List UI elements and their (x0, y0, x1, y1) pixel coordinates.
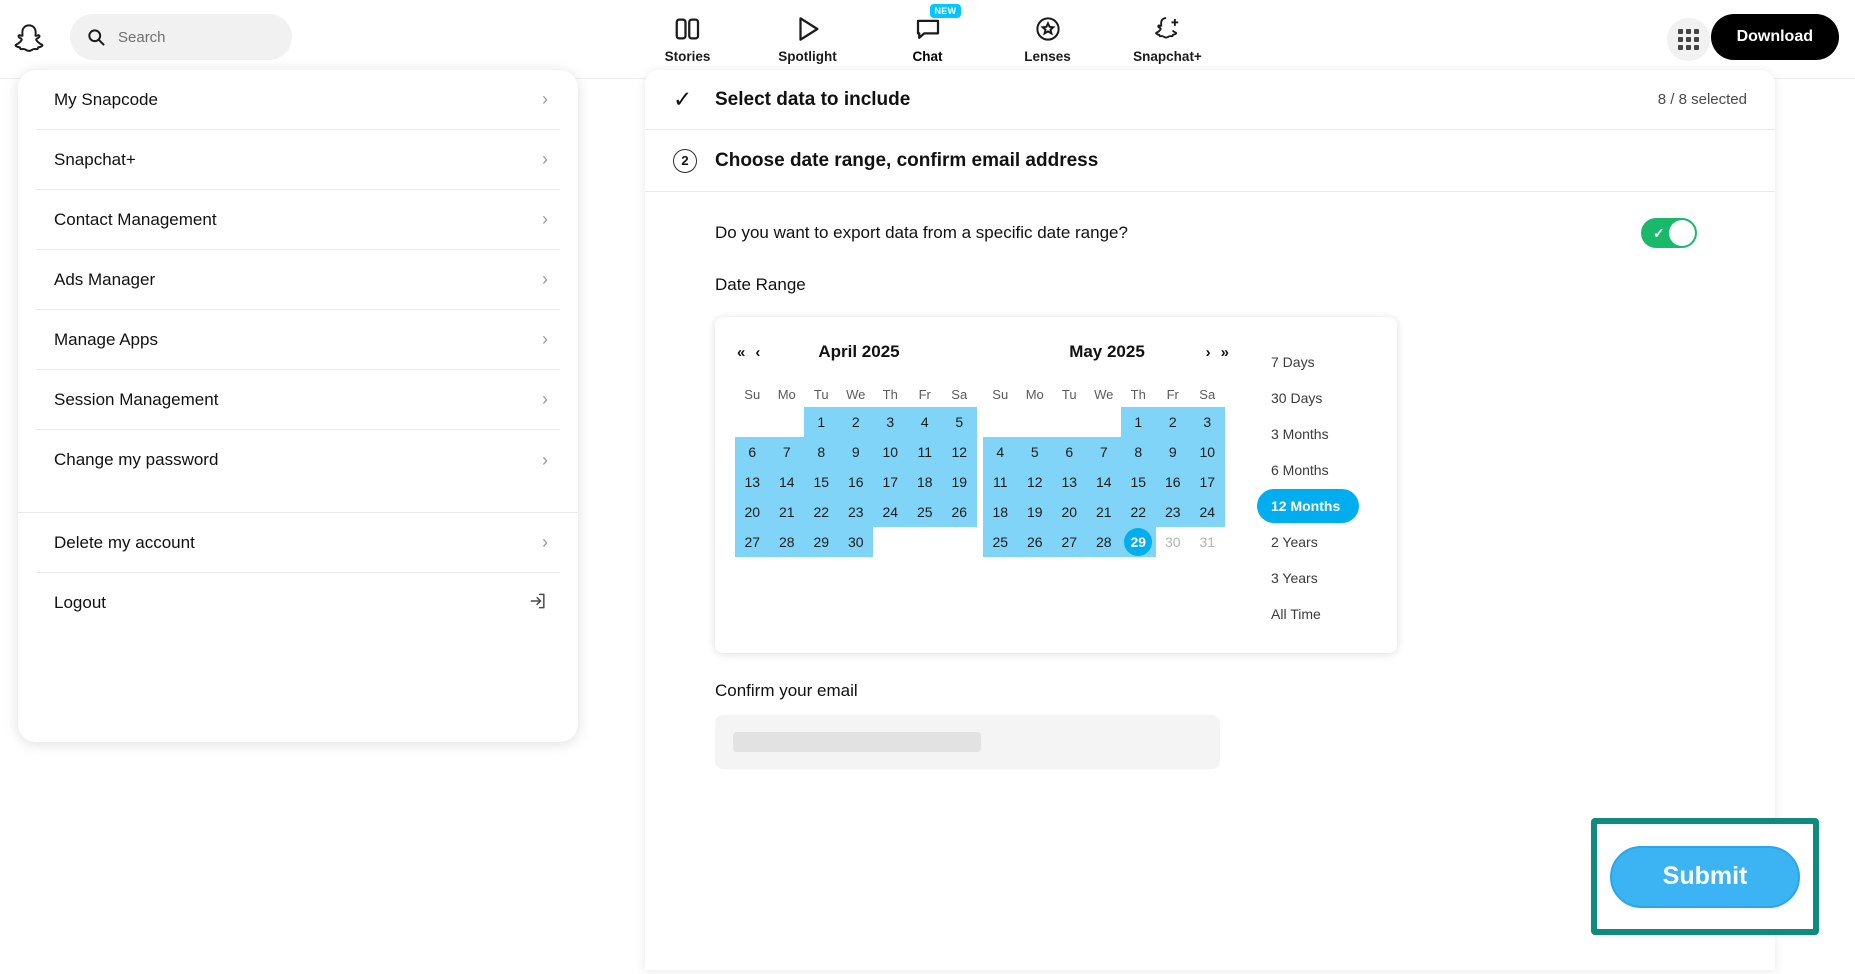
calendar-day-april-18[interactable]: 18 (908, 467, 943, 497)
nav-item-spotlight[interactable] (765, 8, 851, 64)
calendar-day-may-18[interactable]: 18 (983, 497, 1018, 527)
calendar-day-april-6[interactable]: 6 (735, 437, 770, 467)
logout-icon (528, 591, 548, 616)
calendar-day-april-25[interactable]: 25 (908, 497, 943, 527)
nav-label: Lenses (1024, 49, 1071, 64)
nav-label: Spotlight (778, 49, 837, 64)
calendar-week-may (983, 527, 1231, 557)
calendar-day-april-7[interactable]: 7 (770, 437, 805, 467)
calendar-day-may-10[interactable]: 10 (1190, 437, 1225, 467)
prev-month-icon[interactable]: ‹ (755, 343, 761, 361)
calendar-week-may (983, 497, 1231, 527)
preset-12-months[interactable]: 12 Months (1257, 489, 1359, 523)
sidebar-group-divider (18, 490, 578, 512)
toggle-knob (1669, 220, 1695, 246)
step-1-header[interactable] (645, 70, 1775, 130)
calendar-day-empty (942, 527, 977, 557)
calendar-day-may-22[interactable]: 22 (1121, 497, 1156, 527)
chevron-right-icon: › (542, 329, 548, 349)
calendar-day-may-13[interactable]: 13 (1052, 467, 1087, 497)
calendar-day-april-10[interactable]: 10 (873, 437, 908, 467)
preset-30-days[interactable]: 30 Days (1271, 390, 1323, 406)
calendar-month-april (735, 335, 983, 633)
date-range-toggle[interactable] (1641, 218, 1697, 248)
calendar-day-april-21[interactable]: 21 (770, 497, 805, 527)
calendar-day-may-29[interactable] (1121, 527, 1156, 557)
dow-sa: Sa (1199, 386, 1216, 402)
spotlight-play-icon (793, 14, 823, 44)
top-navigation-bar (0, 0, 1855, 79)
calendar-day-april-29[interactable]: 29 (804, 527, 839, 557)
nav-label: Snapchat+ (1133, 49, 1202, 64)
step-1-title: Select data to include (715, 88, 911, 110)
calendar-day-april-28[interactable]: 28 (770, 527, 805, 557)
dow-tu: Tu (813, 386, 829, 402)
date-range-question-row (715, 218, 1745, 248)
calendar-day-may-23[interactable]: 23 (1156, 497, 1191, 527)
calendar-day-may-19[interactable]: 19 (1018, 497, 1053, 527)
calendar-day-may-9[interactable]: 9 (1156, 437, 1191, 467)
calendar-day-april-27[interactable]: 27 (735, 527, 770, 557)
step-2-body (645, 192, 1775, 769)
preset-all-time[interactable]: All Time (1271, 606, 1321, 622)
calendar-dow-row-april (735, 381, 983, 407)
submit-button[interactable]: Submit (1610, 846, 1800, 908)
date-range-label: Date Range (715, 275, 806, 294)
sidebar-item-delete-my-account[interactable] (36, 513, 560, 573)
calendar-prev-controls[interactable] (737, 344, 760, 361)
dow-tu: Tu (1061, 386, 1077, 402)
date-range-presets (1239, 335, 1359, 633)
calendar-day-april-5[interactable]: 5 (942, 407, 977, 437)
preset-3-years[interactable]: 3 Years (1271, 570, 1318, 586)
calendar-day-empty (735, 407, 770, 437)
calendar-day-april-23[interactable]: 23 (839, 497, 874, 527)
calendar-header-may (983, 335, 1231, 369)
calendar-day-empty (770, 407, 805, 437)
calendar-grid-april (735, 407, 983, 557)
chat-bubble-icon (913, 14, 943, 44)
sidebar-item-label: Logout (54, 593, 106, 612)
date-range-picker (715, 317, 1397, 653)
chevron-right-icon: › (542, 532, 548, 552)
calendar-day-april-14[interactable]: 14 (770, 467, 805, 497)
dow-we: We (846, 386, 866, 402)
calendar-day-may-8[interactable]: 8 (1121, 437, 1156, 467)
calendar-day-may-5[interactable]: 5 (1018, 437, 1053, 467)
chevron-right-icon: › (542, 269, 548, 289)
sidebar-item-session-management[interactable] (36, 370, 560, 430)
calendar-day-may-6[interactable]: 6 (1052, 437, 1087, 467)
calendar-day-may-21[interactable]: 21 (1087, 497, 1122, 527)
calendar-day-may-20[interactable]: 20 (1052, 497, 1087, 527)
calendar-day-may-31[interactable]: 31 (1199, 534, 1216, 550)
settings-sidebar (18, 70, 578, 742)
calendar-dow-row-may (983, 381, 1231, 407)
calendar-day-may-16[interactable]: 16 (1156, 467, 1191, 497)
dow-mo: Mo (777, 386, 796, 402)
step-2-number: 2 (673, 149, 697, 173)
email-field[interactable] (715, 715, 1220, 769)
search-input[interactable] (70, 14, 292, 60)
chevron-right-icon: › (542, 449, 548, 470)
snapchat-ghost-icon[interactable] (8, 18, 50, 60)
calendar-title-may: May 2025 (1069, 342, 1145, 361)
calendar-day-empty (1018, 407, 1053, 437)
calendar-week-april (735, 437, 983, 467)
check-icon: ✓ (673, 86, 693, 112)
date-range-question: Do you want to export data from a specific date range? (715, 223, 1128, 242)
nav-item-snapchat-plus[interactable] (1125, 8, 1211, 64)
calendar-day-may-11[interactable]: 11 (983, 467, 1018, 497)
lenses-sparkle-icon (1033, 14, 1063, 44)
sidebar-item-manage-apps[interactable] (36, 310, 560, 370)
calendar-day-april-1[interactable]: 1 (804, 407, 839, 437)
stories-icon (673, 14, 703, 44)
snapchat-plus-icon (1153, 14, 1183, 44)
sidebar-item-change-my-password[interactable] (36, 430, 560, 490)
sidebar-item-label: Manage Apps (54, 329, 158, 349)
sidebar-item-label: Ads Manager (54, 269, 156, 289)
step-2-title: Choose date range, confirm email address (715, 149, 1099, 171)
calendar-day-april-13[interactable]: 13 (735, 467, 770, 497)
preset-6-months[interactable]: 6 Months (1271, 462, 1329, 478)
calendar-day-may-27[interactable]: 27 (1052, 527, 1087, 557)
download-button[interactable]: Download (1711, 14, 1839, 60)
calendar-day-empty (873, 527, 908, 557)
dow-we: We (1094, 386, 1114, 402)
calendar-day-empty (1087, 407, 1122, 437)
sidebar-item-label: Contact Management (54, 209, 217, 229)
sidebar-item-contact-management[interactable] (36, 190, 560, 250)
calendar-day-april-17[interactable]: 17 (873, 467, 908, 497)
sidebar-item-label: Change my password (54, 450, 219, 469)
chevron-right-icon: › (542, 209, 548, 229)
calendar-day-april-22[interactable]: 22 (804, 497, 839, 527)
prev-year-icon[interactable]: « (737, 343, 746, 361)
calendar-day-empty (908, 527, 943, 557)
calendar-week-april (735, 497, 983, 527)
dow-mo: Mo (1025, 386, 1044, 402)
nav-item-chat[interactable] (885, 8, 971, 64)
calendar-day-april-30[interactable]: 30 (839, 527, 874, 557)
sidebar-item-snapchat-plus[interactable] (36, 130, 560, 190)
calendar-day-may-28[interactable]: 28 (1087, 527, 1122, 557)
calendar-day-may-12[interactable]: 12 (1018, 467, 1053, 497)
calendar-week-april (735, 527, 983, 557)
calendar-day-april-12[interactable]: 12 (942, 437, 977, 467)
search-icon (86, 27, 106, 47)
nav-label: Stories (664, 49, 711, 64)
sidebar-item-label: Session Management (54, 389, 219, 409)
calendar-week-may (983, 437, 1231, 467)
calendar-week-april (735, 467, 983, 497)
selected-count-label: 8 / 8 selected (1657, 91, 1747, 108)
calendar-day-may-3[interactable]: 3 (1190, 407, 1225, 437)
grid-dots (1678, 29, 1699, 50)
calendar-day-may-14[interactable]: 14 (1087, 467, 1122, 497)
preset-7-days[interactable]: 7 Days (1271, 354, 1315, 370)
calendar-day-april-20[interactable]: 20 (735, 497, 770, 527)
nav-item-stories[interactable] (645, 8, 731, 64)
calendar-day-april-8[interactable]: 8 (804, 437, 839, 467)
confirm-email-label: Confirm your email (715, 681, 858, 700)
calendar-day-selected[interactable]: 29 (1124, 528, 1152, 556)
apps-grid-icon[interactable] (1667, 18, 1710, 61)
calendar-day-april-24[interactable]: 24 (873, 497, 908, 527)
dow-su: Su (744, 386, 761, 402)
calendar-day-may-30[interactable]: 30 (1164, 534, 1181, 550)
calendar-day-april-16[interactable]: 16 (839, 467, 874, 497)
nav-label: Chat (912, 49, 943, 64)
chevron-right-icon: › (542, 89, 548, 109)
next-year-icon[interactable]: » (1220, 343, 1229, 361)
submit-highlight-box (1591, 818, 1819, 935)
sidebar-item-label: My Snapcode (54, 89, 158, 109)
calendar-day-april-3[interactable]: 3 (873, 407, 908, 437)
toggle-check-icon: ✓ (1653, 225, 1665, 241)
dow-sa: Sa (951, 386, 968, 402)
calendar-month-may (983, 335, 1231, 633)
step-2-header[interactable] (645, 130, 1775, 192)
nav-item-lenses[interactable] (1005, 8, 1091, 64)
calendar-day-empty (1052, 407, 1087, 437)
calendar-title-april: April 2025 (818, 342, 900, 361)
calendar-header-april (735, 335, 983, 369)
calendar-months (715, 335, 1239, 633)
email-value-placeholder (733, 732, 981, 752)
calendar-day-april-19[interactable]: 19 (942, 467, 977, 497)
preset-2-years[interactable]: 2 Years (1271, 534, 1318, 550)
calendar-day-april-15[interactable]: 15 (804, 467, 839, 497)
calendar-grid-may (983, 407, 1231, 557)
chevron-right-icon: › (542, 389, 548, 409)
sidebar-item-logout[interactable] (36, 573, 560, 633)
new-badge: NEW (930, 4, 962, 18)
chevron-right-icon: › (542, 149, 548, 169)
sidebar-item-ads-manager[interactable] (36, 250, 560, 310)
calendar-day-april-9[interactable]: 9 (839, 437, 874, 467)
calendar-day-april-26[interactable]: 26 (942, 497, 977, 527)
calendar-week-may (983, 407, 1231, 437)
dow-th: Th (882, 386, 898, 402)
calendar-day-may-25[interactable]: 25 (983, 527, 1018, 557)
calendar-day-may-26[interactable]: 26 (1018, 527, 1053, 557)
calendar-week-may (983, 467, 1231, 497)
sidebar-group-account (18, 512, 578, 633)
calendar-day-april-11[interactable]: 11 (908, 437, 943, 467)
sidebar-item-my-snapcode[interactable] (36, 70, 560, 130)
calendar-day-may-2[interactable]: 2 (1156, 407, 1191, 437)
calendar-next-controls[interactable] (1206, 344, 1229, 361)
calendar-day-may-7[interactable]: 7 (1087, 437, 1122, 467)
primary-nav-items (645, 8, 1211, 64)
search-placeholder: Search (118, 28, 166, 46)
dow-fr: Fr (1166, 386, 1179, 402)
calendar-day-may-1[interactable]: 1 (1121, 407, 1156, 437)
dow-th: Th (1130, 386, 1146, 402)
calendar-day-may-15[interactable]: 15 (1121, 467, 1156, 497)
calendar-day-may-17[interactable]: 17 (1190, 467, 1225, 497)
dow-su: Su (992, 386, 1009, 402)
sidebar-item-label: Snapchat+ (54, 149, 136, 169)
preset-3-months[interactable]: 3 Months (1271, 426, 1329, 442)
calendar-week-april (735, 407, 983, 437)
sidebar-item-label: Delete my account (54, 532, 195, 552)
next-month-icon[interactable]: › (1205, 343, 1211, 361)
calendar-day-empty (983, 407, 1018, 437)
calendar-day-april-2[interactable]: 2 (839, 407, 874, 437)
calendar-day-may-24[interactable]: 24 (1190, 497, 1225, 527)
calendar-day-april-4[interactable]: 4 (908, 407, 943, 437)
sidebar-group-primary (18, 70, 578, 490)
calendar-day-may-4[interactable]: 4 (983, 437, 1018, 467)
dow-fr: Fr (918, 386, 931, 402)
